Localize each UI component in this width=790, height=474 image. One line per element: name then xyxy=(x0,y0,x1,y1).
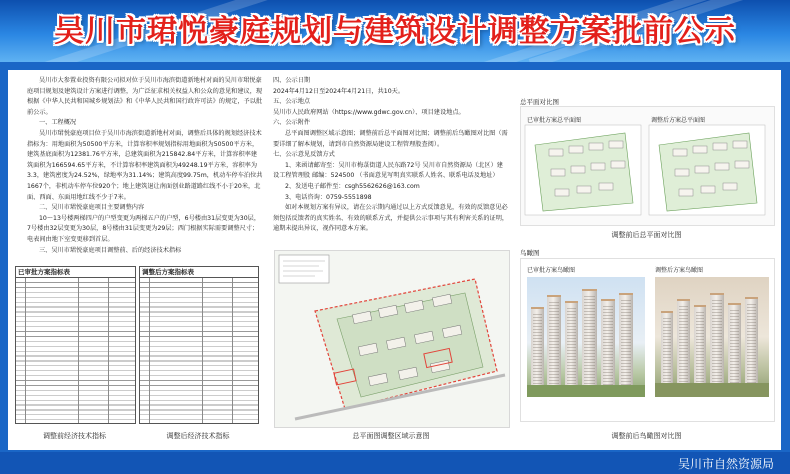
page-title: 吴川市珺悦豪庭规划与建筑设计调整方案批前公示 xyxy=(54,14,736,49)
section-heading-indicators: 三、吴川市珺悦豪庭项目调整前、后的经济技术指标 xyxy=(39,246,182,254)
footer-bar xyxy=(0,452,790,474)
changes-paragraph: 10～13号楼两梯四户的户型变更为两梯五户的户型，6号楼由31层变更为30层，7号楼由32层变更为30层，8号楼由31层变更为29层；西门根据实际需要调整尺寸；电表间由地下室变更移到首层。 xyxy=(27,214,261,243)
caption-site-plan: 总平面图调整区域示意图 xyxy=(352,432,430,440)
table-before-rows xyxy=(16,278,135,423)
intro-paragraph: 吴川市大参置业投资有限公司拟对位于吴川市海滨街道新地村对面的吴川市珺悦豪庭项目规划及建筑设计方案进行调整，为广泛征求相关权益人和公众的意见和建议，现根据《中华人民共和国城乡规划法》和《中华人民共和国行政许可法》的规定，予以批前公示。 xyxy=(27,77,263,116)
site-plan-drawing xyxy=(275,251,509,427)
table-after-rows xyxy=(140,278,258,423)
footer-org: 吴川市自然资源局 xyxy=(677,457,774,471)
objection-paragraph: 如对本规划方案有异议，请在公示期内通过以上方式反馈意见，有效的反馈意见必须包括反馈者的真实姓名、有效的联系方式，并提供公示事项与其有利害关系的证明，逾期未提出异议，视作同意本方案。 xyxy=(273,204,509,233)
plan-compare-drawing xyxy=(521,107,774,225)
caption-aerial-compare: 调整前后鸟瞰图对比图 xyxy=(611,432,682,440)
aerial-before-render xyxy=(527,277,645,397)
aerial-compare-image xyxy=(520,258,775,422)
notice-panel xyxy=(8,70,781,450)
caption-table-before: 调整前经济技术指标 xyxy=(43,432,106,440)
middle-text-block xyxy=(273,76,509,235)
section-heading-feedback: 七、公示意见反馈方式 xyxy=(273,151,335,159)
label-plan-after: 调整后方案总平面图 xyxy=(651,117,706,124)
dates-text: 2024年4月12日至2024年4月21日，共10天。 xyxy=(273,87,405,95)
section-heading-attachments: 六、公示附件 xyxy=(273,119,311,127)
caption-plan-compare: 调整前后总平面对比图 xyxy=(611,231,682,239)
overview-paragraph: 吴川市珺悦豪庭项目位于吴川市海滨街道新地村对面，调整后具体的规划经济技术指标为：用地面积为50500平方米，计算容积率规划指标用地面积为50500平方米，建筑基底面积为12381.76平方米，总建筑面积为215842.84平方米，计算容积率建筑面积为166594.65平方米，不计算容积率建筑面积为49248.19平方米，容积率为3.3，建筑密度为24.52%，绿地率为31.14%；建筑高度99.75m，机动车停车泊位共1667个，非机动车停车位920个；地上建筑退让南面创业路道路红线不小于20米，北面、西面、东面用地红线不少于7米。 xyxy=(27,129,263,201)
aerial-after-render xyxy=(655,277,769,397)
location-text: 吴川市人民政府网站（https://www.gdwc.gov.cn）、项目建设地点。 xyxy=(273,108,465,116)
label-aerial-after: 调整后方案鸟瞰图 xyxy=(655,267,704,274)
site-plan-image xyxy=(274,250,510,428)
header-banner xyxy=(0,0,790,62)
section-heading-changes: 二、吴川市珺悦豪庭项目主要调整内容 xyxy=(39,204,145,212)
left-text-block xyxy=(27,76,263,256)
section-heading-dates: 四、公示日期 xyxy=(273,77,311,84)
caption-table-after: 调整后经济技术指标 xyxy=(166,432,230,440)
heading-plan-compare: 总平面对比图 xyxy=(520,98,559,106)
label-plan-before: 已审批方案总平面图 xyxy=(527,117,582,124)
feedback-email-text: 2、发送电子邮件至：csgh5562626@163.com xyxy=(285,182,420,190)
table-after-title: 调整后方案指标表 xyxy=(140,267,258,278)
table-before-image xyxy=(15,266,136,424)
feedback-phone-text: 3、电话咨询：0759-5551898 xyxy=(285,193,372,201)
section-heading-overview: 一、工程概况 xyxy=(39,119,77,127)
heading-aerial: 鸟瞰图 xyxy=(520,249,540,257)
section-heading-location: 五、公示地点 xyxy=(273,98,311,106)
plan-compare-image xyxy=(520,106,775,226)
table-before-title: 已审批方案指标表 xyxy=(16,267,135,278)
attachments-text: 总平面图调整区域示意图；调整前后总平面图对比图；调整前后鸟瞰图对比图（需要详细了解本规划，请到市自然资源局建设工程管理股查阅）。 xyxy=(273,129,508,148)
label-aerial-before: 已审批方案鸟瞰图 xyxy=(527,267,576,274)
feedback-mail-text: 1、来函请邮寄至：吴川市梅菉街道人民东路72号 吴川市自然资源局（北区）建设工程管理股 邮编：524500 （书面意见写明真实联系人姓名、联系电话及地址） xyxy=(273,161,503,180)
table-after-image xyxy=(139,266,259,424)
